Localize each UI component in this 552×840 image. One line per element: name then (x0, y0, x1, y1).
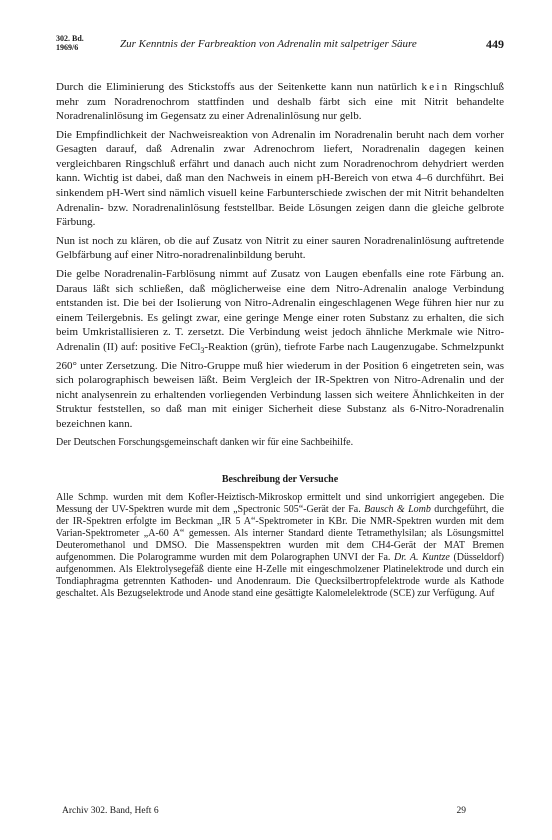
experimental-section (56, 492, 504, 600)
page-number: 449 (486, 37, 504, 51)
running-header (56, 34, 504, 58)
company-name: Bausch & Lomb (364, 503, 431, 515)
acknowledgement: Der Deutschen Forschungsgemeinschaft danken wir für eine Sachbeihilfe. (56, 436, 354, 448)
sheet-number: 29 (456, 806, 466, 816)
section-heading: Beschreibung der Versuche (221, 473, 339, 485)
paragraph-1 (56, 80, 504, 124)
paragraph-3: Nun ist noch zu klären, ob die auf Zusatz von Nitrit zu einer sauren Noradrenalinlösung auftretende Gelbfärbung auf einer Nitro-noradrenalinbildung beruht. (56, 234, 504, 262)
paragraph-2: Die Empfindlichkeit der Nachweisreaktion von Adrenalin im Noradrenalin beruht nach dem vorher Gesagten darauf, daß Adrenalin zwar Adrenochrom liefert, Noradrenalin dagegen keinen vergleichbaren Ringschluß erfährt und danach auch nicht zum Noradrenochrom dehydriert werden kann. Wichtig ist dabei, daß man den Nachweis in einem pH-Bereich von etwa 4–6 durchführt. Bei sinkendem pH-Wert sind nämlich visuell keine Farbunterschiede zwischen der mit Nitrit behandelten Adrenalin- bzw. Noradrenalinlösung feststellbar. Beide Lösungen zeigen dann die gleiche gelbrote Färbung. (56, 128, 504, 229)
volume-info (56, 34, 84, 52)
paragraph-4 (56, 267, 504, 431)
page (56, 34, 504, 600)
article-body (56, 80, 504, 449)
paragraph-4-text-a: Die gelbe Noradrenalin-Farblösung nimmt auf Zusatz von Laugen ebenfalls eine rote Färbung an. Daraus läßt sich schließen, daß möglicherweise eine dem Nitro-Adrenalin analoge Verbindung entstanden ist. Die bei der Isolierung von Nitro-Adrenalin eingeschlagenen Wege führen hier nur zu einem Teilergebnis. Es gelingt zwar, eine geringe Menge einer roten Substanz zu erhalten, die sich beim Umkristallisieren z. T. zersetzt. Die Verbindung weist jedoch ähnliche Merkmale wie Nitro-Adrenalin (II) auf: positive FeCl (56, 268, 504, 353)
journal-reference: Archiv 302. Band, Heft 6 (62, 806, 159, 816)
paragraph-1-text-b: Ringschluß mehr zum Noradrenochrom stattfinden und deshalb färbt sich eine mit Nitrit behandelte Noradrenalinlösung im Gegensatz zu einer Adrenalinlösung nur gelb. (56, 81, 504, 123)
spaced-emphasis: kein (421, 81, 450, 93)
issue-line: 1969/6 (56, 43, 79, 52)
paragraph-1-text-a: Durch die Eliminierung des Stickstoffs aus der Seitenkette kann nun natürlich (56, 81, 422, 93)
paragraph-4-text-b: -Reaktion (grün), tiefrote Farbe nach Laugenzugabe. Schmelzpunkt 260° unter Zersetzung. Die Nitro-Gruppe muß hier wiederum in der Position 6 eingetreten sein, was sich polarographisch beweisen läßt. Beim Vergleich der IR-Spektren von Nitro-Adrenalin und der nicht analysenrein zu erhaltenden vorliegenden Verbindung lassen sich weitere Ähnlichkeiten in der Struktur feststellen, so daß man mit einiger Sicherheit diese Substanz als 6-Nitro-Noradrenalin bezeichnen kann. (56, 340, 504, 430)
experimental-text-b: durchgeführt, die der IR-Spektren erfolgte im Beckman „IR 5 A“-Spektrometer in KBr. Die NMR-Spektren wurden mit dem Varian-Spektrometer „A-60 A“ gemessen. Als interner Standard diente Tetramethylsilan; als Lösungsmittel Deuteromethanol und DMSO. Die Massenspektren wurden mit dem CH4-Gerät der MAT Bremen aufgenommen. Die Polarogramme wurden mit dem Polarographen UNVI der Fa. (56, 503, 504, 563)
person-name: Dr. A. Kuntze (393, 551, 450, 563)
subscript: 3 (200, 346, 205, 356)
experimental-paragraph (56, 492, 504, 600)
volume-line: 302. Bd. (56, 34, 84, 43)
running-title: Zur Kenntnis der Farbreaktion von Adrenalin mit salpetriger Säure (120, 38, 417, 50)
experimental-text-c: (Düsseldorf) aufgenommen. Als Elektrolysegefäß diente eine H-Zelle mit eingeschmolzener Platinelektrode und durch ein Tondiaphragma getrennten Kathoden- und Anodenraum. Die Quecksilbertropfelektrode wurde als Kathode geschaltet. Als Bezugselektrode und Anode stand eine gesättigte Kalomelelektrode (SCE) zur Verfügung. Auf (56, 551, 505, 599)
experimental-text-a: Alle Schmp. wurden mit dem Kofler-Heiztisch-Mikroskop ermittelt und sind unkorrigiert angegeben. Die Messung der UV-Spektren wurde mit dem „Spectronic 505“-Gerät der Fa. (56, 491, 504, 515)
